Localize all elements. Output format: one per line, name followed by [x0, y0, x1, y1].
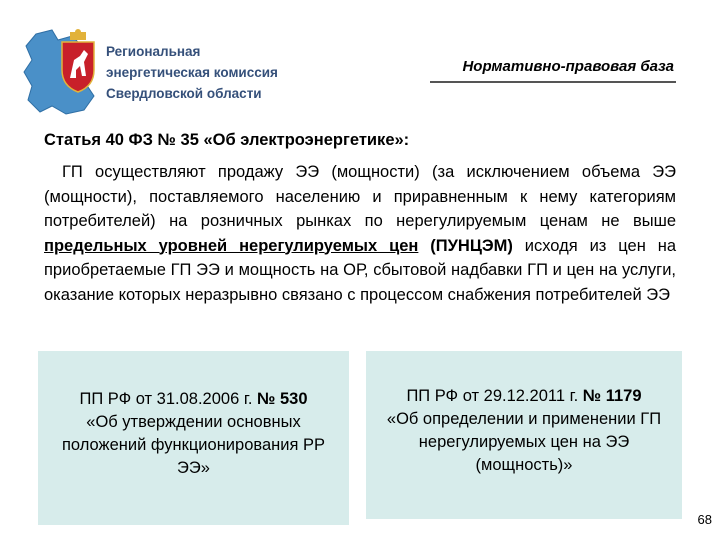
slide-title: Нормативно-правовая база: [462, 58, 674, 75]
title-divider: [430, 81, 676, 83]
regulation-date: ПП РФ от 29.12.2011 г.: [406, 387, 583, 405]
organization-name: [106, 41, 278, 104]
abbreviation: (ПУНЦЭМ): [430, 236, 513, 255]
organization-name-line: Региональная: [106, 44, 201, 59]
article-heading: Статья 40 ФЗ № 35 «Об электроэнергетике»:: [44, 131, 410, 149]
regional-map-logo-icon: [22, 26, 102, 118]
organization-name-line: Свердловской области: [106, 86, 262, 101]
regulation-number: № 530: [257, 390, 308, 408]
regulation-reference: [44, 388, 343, 411]
article-body: [44, 160, 676, 307]
regulation-title: «Об определении и применении ГП нерегулируемых цен на ЭЭ (мощность)»: [386, 410, 662, 474]
regulation-title: «Об утверждении основных положений функционирования РР ЭЭ»: [61, 413, 325, 477]
regulation-box: [366, 351, 682, 519]
regulation-box: [38, 351, 349, 525]
organization-name-line: энергетическая комиссия: [106, 65, 278, 80]
regulation-reference: [372, 385, 676, 408]
underlined-term: предельных уровней нерегулируемых цен: [44, 236, 419, 255]
article-text-part: ГП осуществляют продажу ЭЭ (мощности) (за исключением объема ЭЭ (мощности), поставляемого населению и приравненным к нему категориям потребителей) на розничных рынках по нерегулируемым ценам не выше: [44, 163, 676, 230]
regulation-number: № 1179: [582, 387, 642, 405]
article-text-part: исходя из цен на приобретаемые ГП ЭЭ и мощность на ОР, сбытовой надбавки ГП и цен на услуги, оказание которых неразрывно связано с процессом снабжения потребителей ЭЭ: [44, 236, 676, 304]
regulation-date: ПП РФ от 31.08.2006 г.: [79, 390, 258, 408]
page-number: 68: [697, 512, 712, 527]
